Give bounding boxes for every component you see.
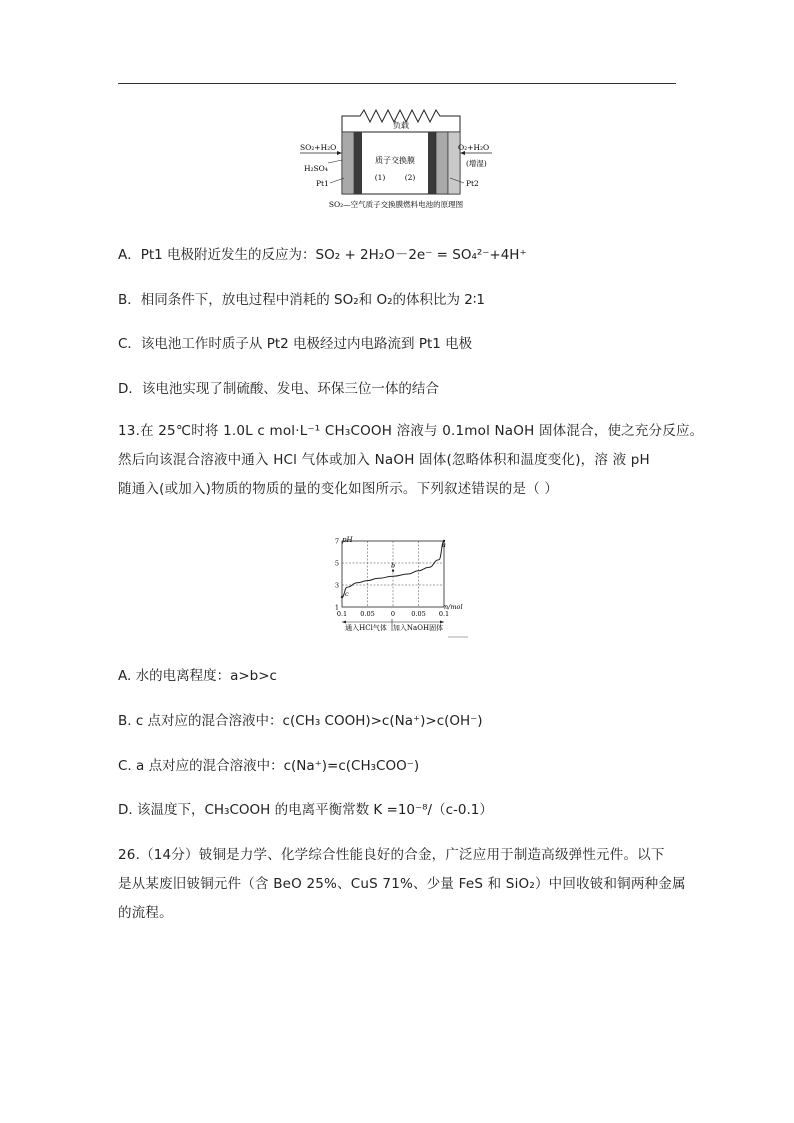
x-note-naoh: 加入NaOH固体: [392, 624, 444, 632]
q13-option-b: B. c 点对应的混合溶液中：c(CH₃ COOH)>c(Na⁺)>c(OH⁻): [118, 713, 483, 729]
x-axis-label: n/mol: [444, 603, 463, 611]
y-tick-label: 1: [334, 603, 339, 612]
membrane-label: 质子交换膜: [375, 156, 415, 165]
y-axis-label: pH: [342, 536, 353, 544]
catalyst-left: [354, 132, 362, 194]
ph-chart: [326, 533, 472, 641]
load-label: 负载: [393, 121, 409, 130]
region1-label: (1): [374, 173, 386, 182]
fuel-cell-diagram: [298, 106, 494, 212]
y-tick-label: 5: [334, 559, 339, 568]
q13-stem-line: 13.在 25℃时将 1.0L c mol·L⁻¹ CH₃COOH 溶液与 0.1mol NaOH 固体混合，使之充分反应。: [118, 423, 704, 439]
x-tick-label: 0.05: [411, 610, 426, 618]
q13-stem-line: 然后向该混合溶液中通入 HCl 气体或加入 NaOH 固体(忽略体积和温度变化)，溶 液 pH: [118, 452, 650, 468]
cell-right-edge: [448, 132, 460, 194]
point-b: [392, 570, 394, 572]
right-electrode-label: Pt2: [466, 179, 479, 188]
q12-option-d: D．该电池实现了制硫酸、发电、环保三位一体的结合: [118, 381, 439, 397]
q13-stem: [118, 417, 704, 504]
q12-option-a: A．Pt1 电极附近发生的反应为：SO₂ + 2H₂O－2e⁻ = SO₄²⁻+4H⁺: [118, 247, 527, 263]
q13-option-d: D. 该温度下，CH₃COOH 的电离平衡常数 K =10⁻⁸/（c-0.1）: [118, 802, 493, 818]
q13-option-c: C. a 点对应的混合溶液中：c(Na⁺)=c(CH₃COO⁻): [118, 758, 420, 774]
q26-stem-line: 的流程。: [118, 905, 173, 921]
point-label-a: a: [442, 541, 446, 549]
catalyst-right: [428, 132, 436, 194]
q26-stem-line: 是从某废旧铍铜元件（含 BeO 25%、CuS 71%、少量 FeS 和 SiO₂）中回收铍和铜两种金属: [118, 876, 686, 892]
y-tick-label: 3: [334, 581, 339, 590]
right-input-label: O₂+H₂O: [458, 143, 490, 152]
right-note-label: (增湿): [466, 159, 487, 168]
point-label-c: c: [345, 590, 349, 599]
x-tick-label: 0.1: [438, 610, 450, 618]
x-tick-label: 0: [390, 610, 396, 618]
figure-caption: SO₂—空气质子交换膜燃料电池的原理图: [328, 200, 464, 209]
y-tick-label: 7: [334, 537, 339, 546]
left-output-label: H₂SO₄: [304, 164, 328, 173]
left-input-label: SO₂+H₂O: [300, 143, 337, 152]
q26-stem-line: 26.（14分）铍铜是力学、化学综合性能良好的合金，广泛应用于制造高级弹性元件。以下: [118, 847, 665, 863]
x-note-hcl: 通入HCl气体: [345, 624, 387, 632]
q13-stem-line: 随通入(或加入)物质的物质的量的变化如图所示。下列叙述错误的是（ ）: [118, 481, 559, 497]
q12-option-c: C．该电池工作时质子从 Pt2 电极经过内电路流到 Pt1 电极: [118, 336, 473, 352]
q12-option-b: B．相同条件下，放电过程中消耗的 SO₂和 O₂的体积比为 2∶1: [118, 292, 485, 308]
region2-label: (2): [404, 173, 416, 182]
x-tick-label: 0.1: [336, 610, 348, 618]
point-label-b: b: [391, 561, 396, 570]
electrode-pt2: [436, 132, 448, 194]
header-rule: [118, 83, 676, 84]
electrode-pt1: [342, 132, 354, 194]
point-c: [341, 596, 343, 598]
x-tick-label: 0.05: [360, 610, 375, 618]
left-electrode-label: Pt1: [316, 179, 329, 188]
q26-stem: [118, 841, 686, 928]
q13-option-a: A. 水的电离程度：a>b>c: [118, 668, 277, 684]
